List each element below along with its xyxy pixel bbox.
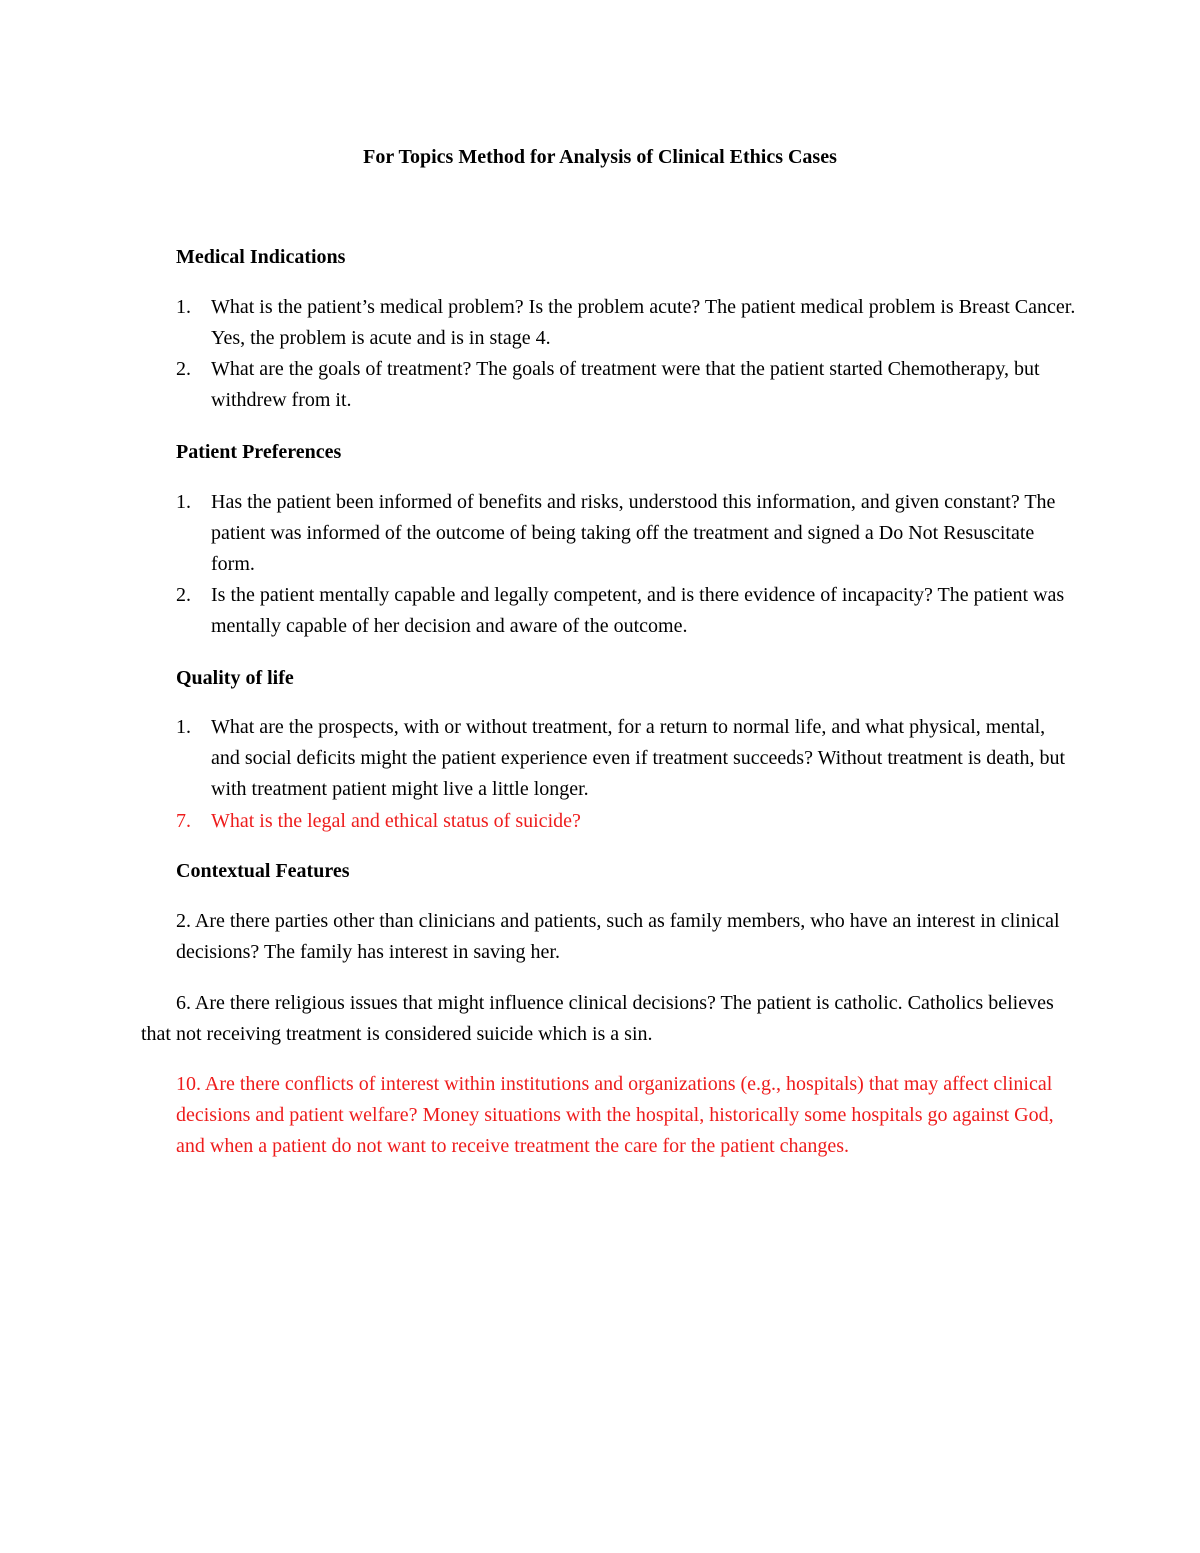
list-text: What are the prospects, with or without treatment, for a return to normal life, and what physical, mental, and social deficits might the patient experience even if treatment succeeds? Without treatment is death, but with treatment patient might live a little longer. [211,716,1066,800]
section-heading-contextual-features: Contextual Features [176,860,350,882]
list-text: Is the patient mentally capable and legally competent, and is there evidence of incapacity? The patient was mentally capable of her decision and aware of the outcome. [211,584,1065,637]
contextual-paragraph-6: 6. Are there religious issues that might influence clinical decisions? The patient is catholic. Catholics believes that not receiving treatment is considered suicide which is a sin. [141,992,1054,1045]
list-number: 7. [176,810,191,832]
contextual-paragraph-2: 2. Are there parties other than clinicians and patients, such as family members, who have an interest in clinical decisions? The family has interest in saving her. [176,910,1060,963]
contextual-paragraph-10-highlighted: 10. Are there conflicts of interest within institutions and organizations (e.g., hospitals) that may affect clinical decisions and patient welfare? Money situations with the hospital, historically some hospitals go against God, and when a patient do not want to receive treatment the care for the patient changes. [176,1073,1054,1157]
list-item [176,354,1076,416]
section-heading-medical-indications: Medical Indications [176,246,346,268]
list-item-highlighted [176,806,1076,837]
list-number: 1. [176,296,191,318]
list-number: 1. [176,716,191,738]
list-number: 2. [176,358,191,380]
section-heading-patient-preferences: Patient Preferences [176,441,342,463]
list-number: 1. [176,491,191,513]
list-number: 2. [176,584,191,606]
list-text: Has the patient been informed of benefits and risks, understood this information, and given constant? The patient was informed of the outcome of being taking off the treatment and signed a Do Not Resuscitate form. [211,491,1056,575]
section-heading-quality-of-life: Quality of life [176,667,294,689]
list-item [176,292,1076,354]
list-item [176,580,1076,642]
list-item [176,712,1076,805]
list-text: What is the legal and ethical status of suicide? [211,810,581,832]
list-item [176,487,1076,580]
list-text: What is the patient’s medical problem? Is the problem acute? The patient medical problem is Breast Cancer. Yes, the problem is acute and is in stage 4. [211,296,1076,349]
document-title: For Topics Method for Analysis of Clinical Ethics Cases [363,146,837,168]
list-text: What are the goals of treatment? The goals of treatment were that the patient started Chemotherapy, but withdrew from it. [211,358,1040,411]
